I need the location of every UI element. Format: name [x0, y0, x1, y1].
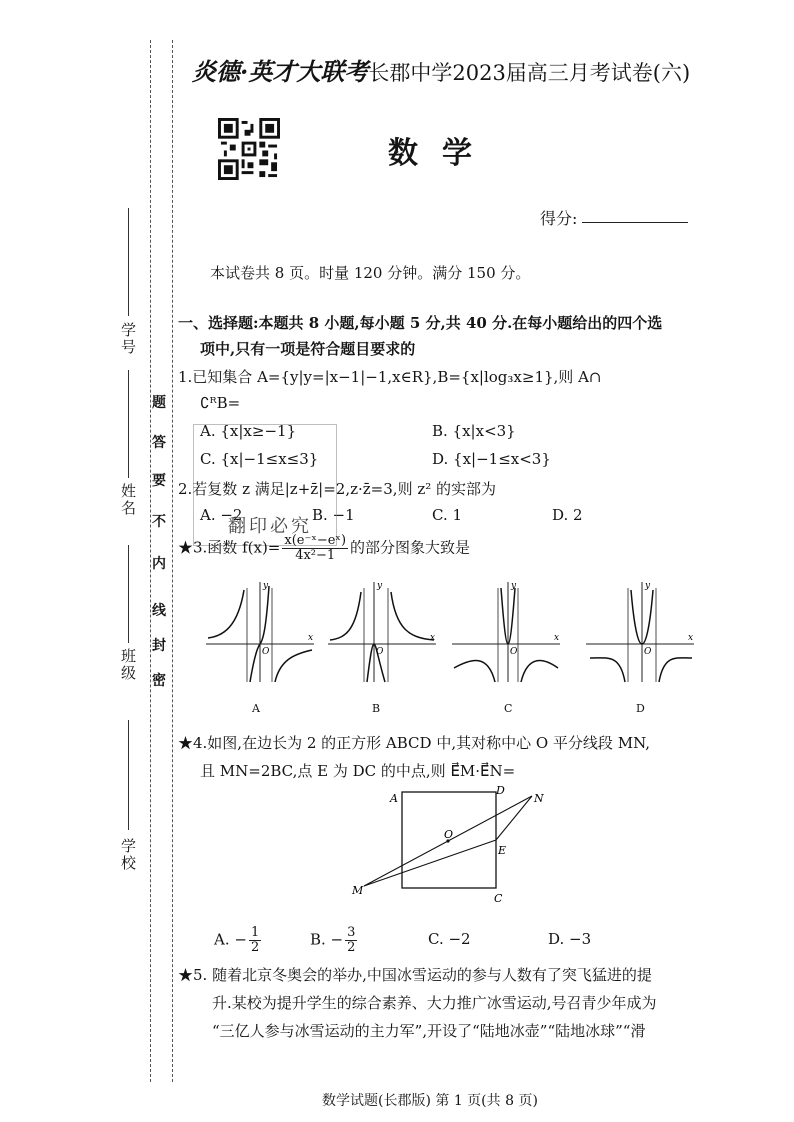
id-label: 学号: [119, 322, 137, 356]
point-n-label: N: [534, 792, 544, 805]
origin-label: O: [510, 647, 518, 657]
origin-label: O: [376, 647, 384, 657]
q3-option-c-label[interactable]: C: [504, 702, 513, 715]
q5-stem-cont-1: 升.某校为提升学生的综合素养、大力推广冰雪运动,号召青少年成为: [212, 994, 657, 1012]
q3-graph-c[interactable]: [450, 578, 562, 686]
curve-right-branch: [659, 658, 692, 682]
school-label: 学校: [119, 838, 137, 872]
qr-code-icon: [218, 118, 280, 180]
q4-option-a-fraction: [249, 926, 261, 955]
curve-right-branch: [521, 660, 558, 682]
score-label: 得分:: [540, 209, 578, 228]
axis-y-label: y: [377, 581, 383, 591]
q4-option-b-fraction: [345, 926, 357, 955]
page-footer: 数学试题(长郡版) 第 1 页(共 8 页): [322, 1093, 538, 1109]
exam-instructions: 本试卷共 8 页。时量 120 分钟。满分 150 分。: [210, 264, 531, 282]
q3-option-a-label[interactable]: A: [252, 702, 260, 715]
q5-stem: ★5. 随着北京冬奥会的举办,中国冰雪运动的参与人数有了突飞猛进的提: [178, 966, 652, 984]
axis-x-label: x: [688, 633, 694, 643]
q3-option-b-label[interactable]: B: [372, 702, 381, 715]
binding-dashed-line-right: [172, 40, 173, 1082]
q2-option-b[interactable]: B. −1: [312, 506, 355, 524]
exam-header: [192, 52, 712, 87]
q4-option-c[interactable]: C. −2: [428, 930, 471, 948]
q3-suffix: 的部分图象大致是: [350, 538, 471, 557]
seal-char: 线: [152, 603, 166, 619]
q3-fraction: [282, 534, 348, 563]
binding-dashed-line-left: [150, 40, 151, 1082]
q4-option-a-den: 2: [250, 940, 260, 955]
q1-option-a[interactable]: A. {x|x≥−1}: [200, 422, 297, 440]
q4-option-a-prefix: A. −: [214, 930, 247, 949]
brand-name: 炎德·英才大联考: [192, 57, 369, 86]
q3-denominator: 4x²−1: [295, 548, 336, 563]
seal-char: 密: [152, 673, 166, 689]
axis-x-label: x: [308, 633, 314, 643]
point-a-label: A: [390, 792, 398, 805]
seal-char: 封: [152, 638, 166, 654]
q1-stem-cont: ∁ᴿB=: [200, 394, 241, 412]
curve-right-branch: [275, 650, 312, 682]
q5-stem-cont-2: “三亿人参与冰雪运动的主力军”,开设了“陆地冰壶”“陆地冰球”“滑: [212, 1022, 646, 1040]
copyright-stamp-text: 翻印必究: [228, 516, 312, 537]
seal-char: 答: [152, 435, 166, 451]
q4-option-b-num: 3: [347, 925, 356, 940]
segment-em-en: [364, 840, 496, 886]
q2-option-c[interactable]: C. 1: [432, 506, 463, 524]
q3-option-d-label[interactable]: D: [636, 702, 645, 715]
axis-y-label: y: [511, 581, 517, 591]
q3-graph-b[interactable]: [326, 578, 438, 686]
origin-label: O: [644, 647, 652, 657]
q3-prefix: ★3.函数 f(x)=: [178, 538, 281, 557]
curve-left-branch: [208, 590, 244, 638]
seal-char: 题: [152, 395, 166, 411]
q1-option-d[interactable]: D. {x|−1≤x<3}: [432, 450, 551, 468]
curve-right-branch: [391, 592, 434, 640]
q3-graph-a[interactable]: [204, 578, 316, 686]
seal-char: 要: [152, 473, 166, 489]
q4-option-b[interactable]: [310, 926, 359, 955]
axis-x-label: x: [554, 633, 560, 643]
point-o-label: O: [444, 828, 454, 841]
point-e-label: E: [498, 844, 507, 857]
segment-en: [496, 796, 532, 840]
q4-square-figure: [344, 782, 564, 910]
q3-stem: [178, 534, 470, 563]
q1-option-c[interactable]: C. {x|−1≤x≤3}: [200, 450, 319, 468]
axis-y-label: y: [645, 581, 651, 591]
subject-title: 数学: [388, 136, 496, 171]
curve-left-branch: [330, 592, 361, 640]
q4-stem-cont: 且 MN=2BC,点 E 为 DC 的中点,则 E⃗M·E⃗N=: [200, 762, 516, 780]
q2-option-d[interactable]: D. 2: [552, 506, 583, 524]
section-heading-cont: 项中,只有一项是符合题目要求的: [200, 340, 416, 358]
class-label: 班级: [119, 648, 137, 682]
section-heading: 一、选择题:本题共 8 小题,每小题 5 分,共 40 分.在每小题给出的四个选: [178, 314, 663, 332]
q4-option-b-den: 2: [347, 940, 356, 955]
q4-stem: ★4.如图,在边长为 2 的正方形 ABCD 中,其对称中心 O 平分线段 MN,: [178, 734, 650, 752]
axis-x-label: x: [430, 633, 436, 643]
class-field-line[interactable]: [128, 545, 129, 643]
curve-left-branch: [590, 658, 625, 682]
name-label: 姓名: [119, 483, 137, 517]
q1-stem: 1.已知集合 A={y|y=|x−1|−1,x∈R},B={x|log₃x≥1},则 A∩: [178, 368, 602, 386]
q4-option-a-num: 1: [250, 925, 260, 940]
point-c-label: C: [494, 892, 503, 905]
q4-option-b-prefix: B. −: [310, 930, 344, 949]
q3-graph-d[interactable]: [584, 578, 696, 686]
seal-char: 不: [152, 514, 166, 530]
q2-stem: 2.若复数 z 满足|z+z̄|=2,z·z̄=3,则 z² 的实部为: [178, 480, 497, 498]
q4-option-a[interactable]: [214, 926, 263, 955]
point-d-label: D: [496, 784, 505, 797]
exam-title: 长郡中学2023届高三月考试卷(六): [368, 61, 691, 85]
name-field-line[interactable]: [128, 370, 129, 478]
curve-left-branch: [454, 660, 495, 682]
origin-label: O: [262, 647, 270, 657]
q2-option-a[interactable]: A. −2: [200, 506, 243, 524]
school-field-line[interactable]: [128, 720, 129, 830]
q4-option-d[interactable]: D. −3: [548, 930, 592, 948]
seal-char: 内: [152, 556, 166, 572]
q3-numerator: x(e⁻ˣ−eˣ): [284, 533, 347, 548]
score-field[interactable]: [582, 222, 688, 223]
axis-y-label: y: [263, 581, 269, 591]
id-field-line[interactable]: [128, 208, 129, 316]
q1-option-b[interactable]: B. {x|x<3}: [432, 422, 516, 440]
point-m-label: M: [352, 884, 364, 897]
